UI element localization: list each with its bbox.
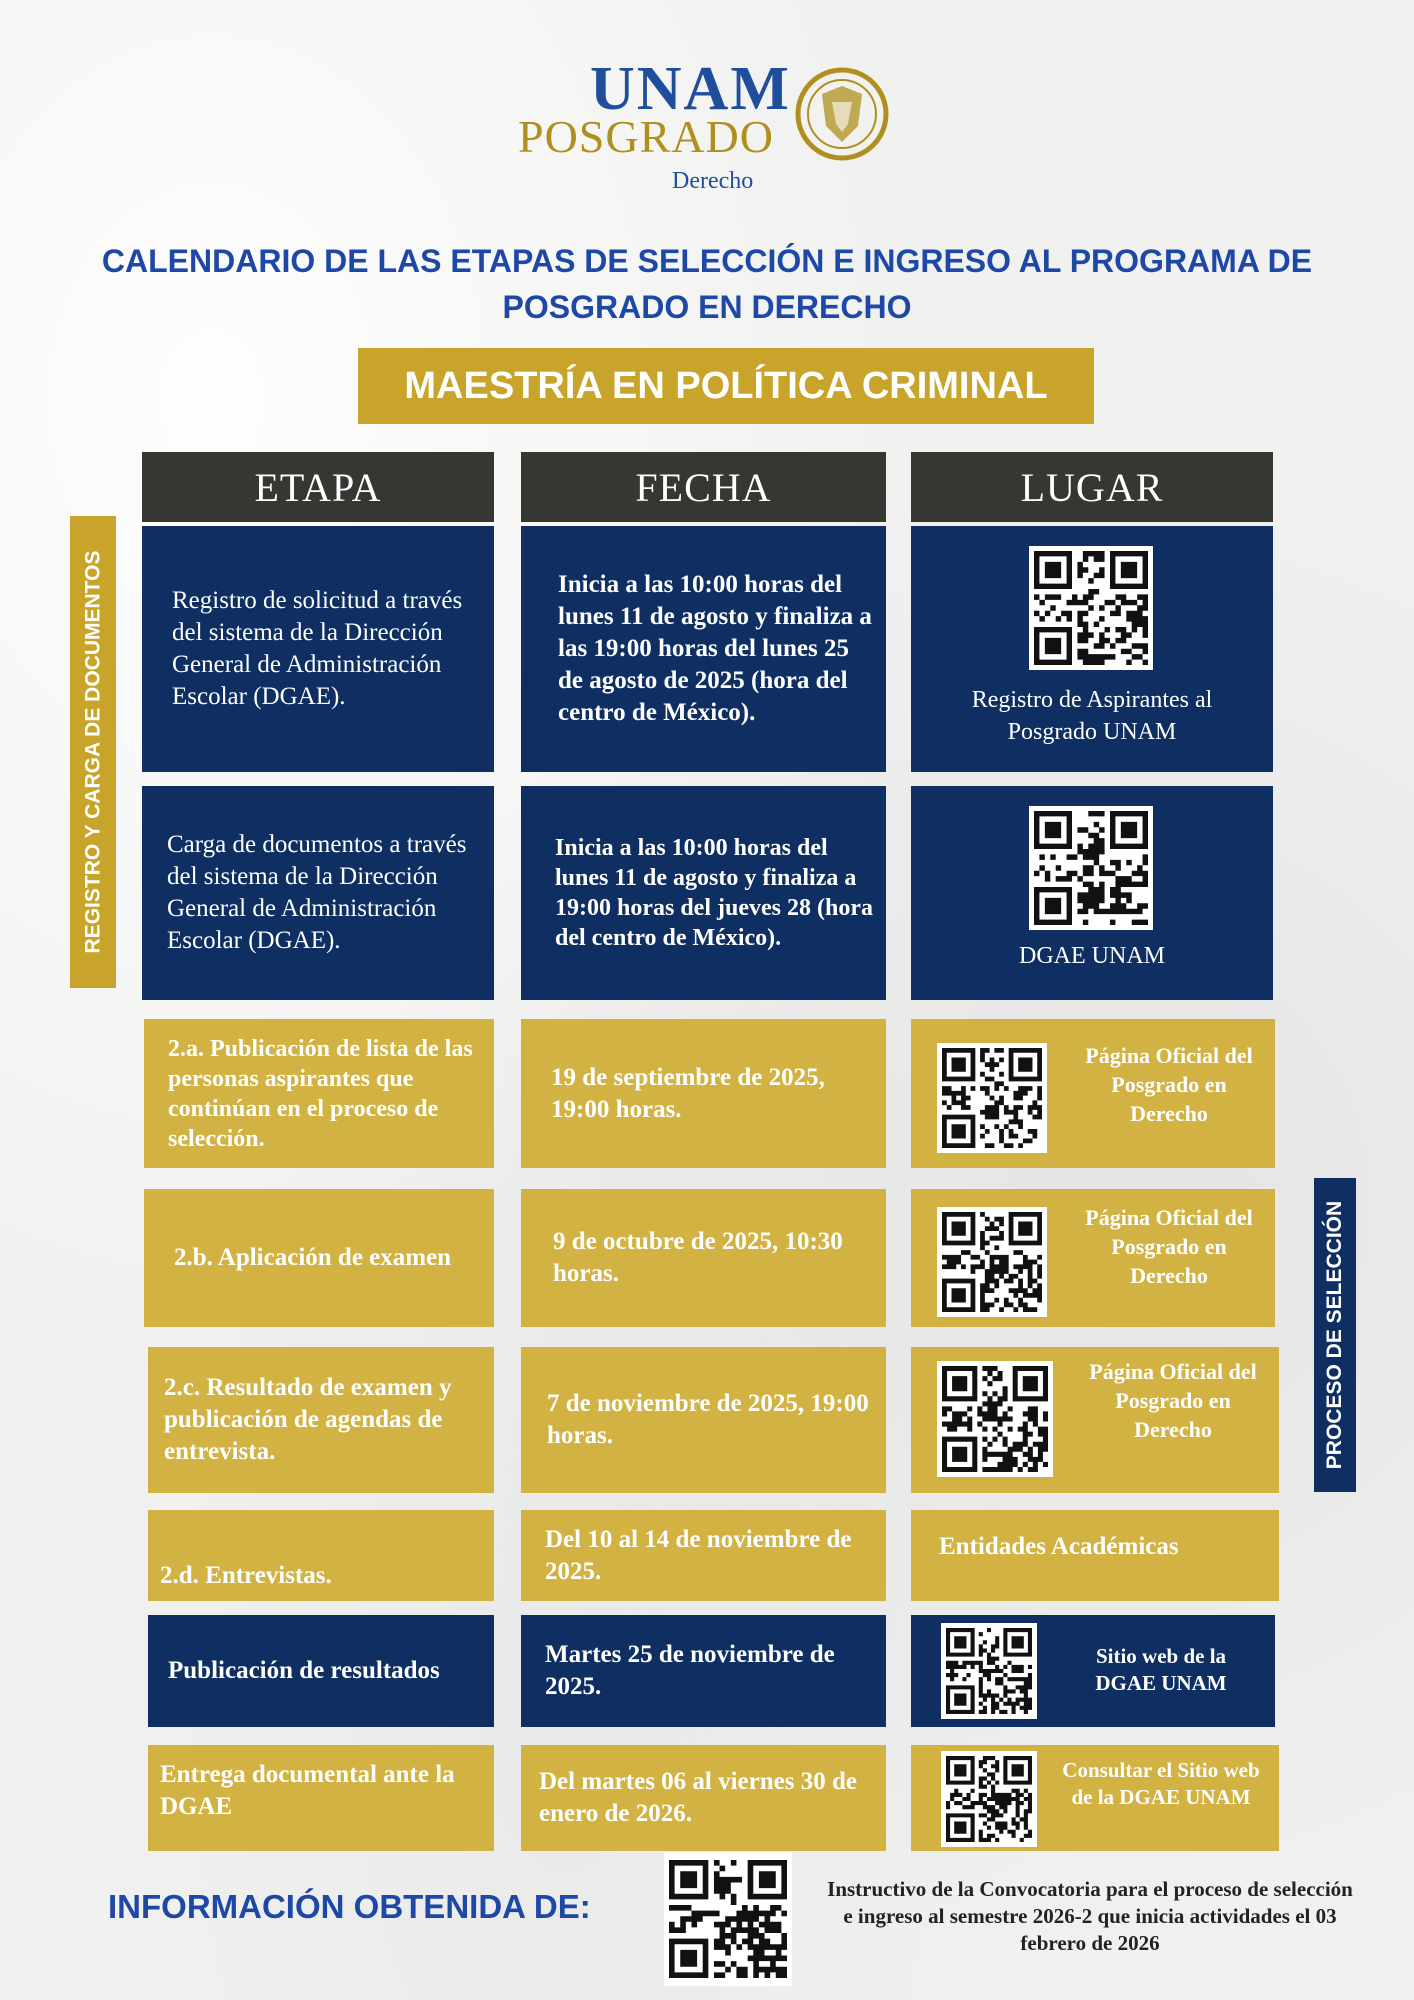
row-3-fecha: 19 de septiembre de 2025, 19:00 horas.: [521, 1019, 886, 1168]
qr-code-icon[interactable]: [937, 1043, 1047, 1153]
info-source-label: INFORMACIÓN OBTENIDA DE:: [108, 1888, 591, 1925]
row-2-etapa: Carga de documentos a través del sistema de la Dirección General de Administración Escolar (DGAE).: [142, 786, 494, 1000]
qr-code-icon[interactable]: [1029, 546, 1153, 670]
row-1-etapa: Registro de solicitud a través del sistema de la Dirección General de Administración Escolar (DGAE).: [142, 526, 494, 772]
row-1-lugar: Registro de Aspirantes al Posgrado UNAM: [911, 526, 1273, 772]
source-document-text: Instructivo de la Convocatoria para el proceso de selección e ingreso al semestre 2026-2 que inicia actividades el 03 febrero de 2026: [827, 1877, 1353, 1955]
page-title: CALENDARIO DE LAS ETAPAS DE SELECCIÓN E INGRESO AL PROGRAMA DE POSGRADO EN DERECHO: [101, 243, 1313, 325]
side-label-proceso: PROCESO DE SELECCIÓN: [1314, 1178, 1356, 1492]
logo-posgrado-text: POSGRADO: [518, 111, 774, 162]
row-6-etapa: 2.d. Entrevistas.: [148, 1510, 494, 1601]
row-2-lugar: DGAE UNAM: [911, 786, 1273, 1000]
row-7-fecha: Martes 25 de noviembre de 2025.: [521, 1615, 886, 1727]
row-4-lugar: Página Oficial del Posgrado en Derecho: [911, 1189, 1275, 1327]
row-5-fecha: 7 de noviembre de 2025, 19:00 horas.: [521, 1347, 886, 1493]
row-5-lugar: Página Oficial del Posgrado en Derecho: [911, 1347, 1279, 1493]
row-8-etapa: Entrega documental ante la DGAE: [148, 1745, 494, 1851]
qr-code-icon[interactable]: [941, 1623, 1037, 1719]
row-1-fecha: Inicia a las 10:00 horas del lunes 11 de agosto y finaliza a las 19:00 horas del lunes 25 de agosto de 2025 (hora del centro de México).: [521, 526, 886, 772]
unam-seal-icon: [792, 64, 892, 164]
qr-code-icon[interactable]: [937, 1207, 1047, 1317]
row-7-lugar: Sitio web de la DGAE UNAM: [911, 1615, 1275, 1727]
header-lugar: LUGAR: [911, 452, 1273, 522]
row-7-etapa: Publicación de resultados: [148, 1615, 494, 1727]
row-3-lugar: Página Oficial del Posgrado en Derecho: [911, 1019, 1275, 1168]
qr-code-icon[interactable]: [941, 1751, 1037, 1847]
unam-posgrado-logo: [510, 55, 920, 198]
row-4-fecha: 9 de octubre de 2025, 10:30 horas.: [521, 1189, 886, 1327]
row-6-lugar: Entidades Académicas: [911, 1510, 1279, 1601]
row-3-etapa: 2.a. Publicación de lista de las personas aspirantes que continúan en el proceso de selección.: [144, 1019, 494, 1168]
program-banner: MAESTRÍA EN POLÍTICA CRIMINAL: [358, 348, 1094, 424]
row-8-lugar: Consultar el Sitio web de la DGAE UNAM: [911, 1745, 1279, 1851]
qr-code-icon[interactable]: [1029, 806, 1153, 930]
logo-unam-text: UNAM: [590, 55, 791, 123]
row-8-fecha: Del martes 06 al viernes 30 de enero de 2026.: [521, 1745, 886, 1851]
row-6-fecha: Del 10 al 14 de noviembre de 2025.: [521, 1510, 886, 1601]
qr-code-icon[interactable]: [664, 1852, 792, 1986]
row-4-etapa: 2.b. Aplicación de examen: [144, 1189, 494, 1327]
logo-derecho-text: Derecho: [672, 168, 754, 194]
header-etapa: ETAPA: [142, 452, 494, 522]
side-label-registro: REGISTRO Y CARGA DE DOCUMENTOS: [70, 516, 116, 988]
row-5-etapa: 2.c. Resultado de examen y publicación de agendas de entrevista.: [148, 1347, 494, 1493]
qr-code-icon[interactable]: [937, 1361, 1053, 1477]
row-2-fecha: Inicia a las 10:00 horas del lunes 11 de agosto y finaliza a 19:00 horas del jueves 28 (hora del centro de México).: [521, 786, 886, 1000]
header-fecha: FECHA: [521, 452, 886, 522]
